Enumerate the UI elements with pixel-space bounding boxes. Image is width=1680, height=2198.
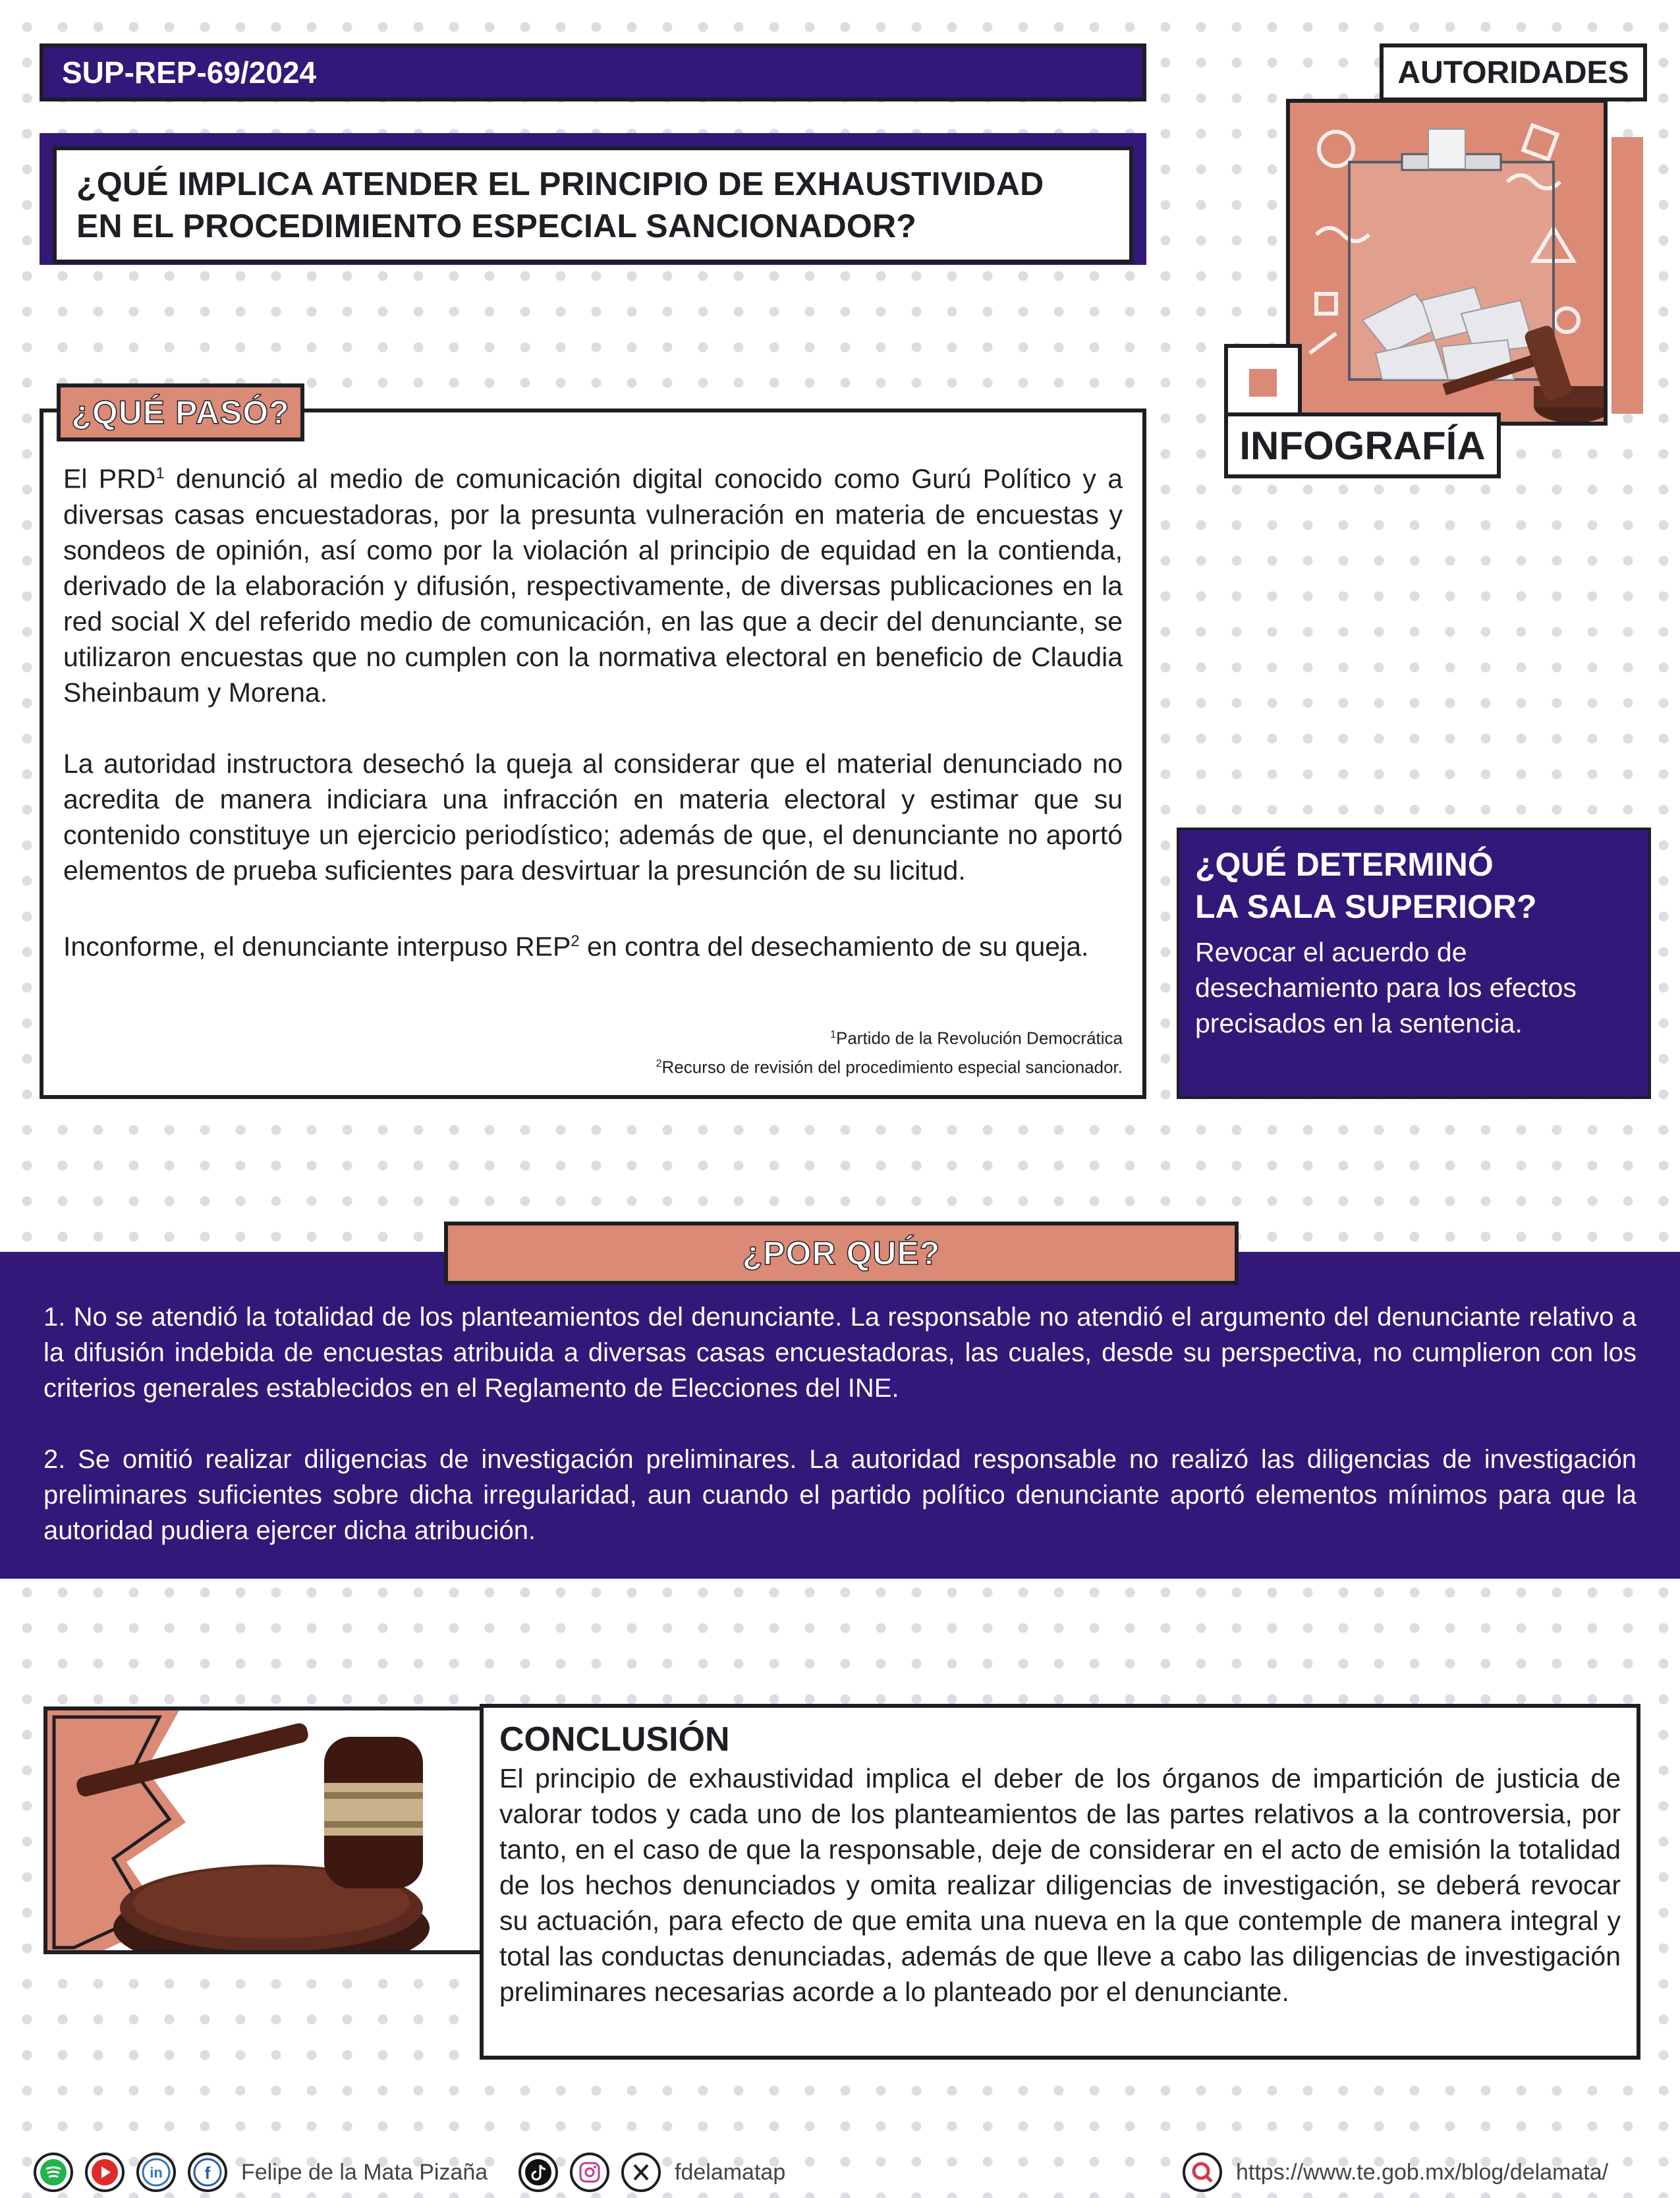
youtube-icon-graphic <box>84 2152 125 2193</box>
instagram-icon[interactable] <box>569 2152 610 2193</box>
footer <box>33 2152 1660 2198</box>
footer-handle: fdelamatap <box>675 2160 786 2185</box>
que-paso-section <box>40 409 1146 1099</box>
que-determino-heading <box>1195 843 1633 928</box>
footer-author-name: Felipe de la Mata Pizaña <box>241 2160 488 2185</box>
page-title-line-1: ¿QUÉ IMPLICA ATENDER EL PRINCIPIO DE EXHAUSTIVIDAD <box>76 165 1044 202</box>
spotify-icon[interactable] <box>33 2152 74 2193</box>
gavel-icon <box>47 1710 498 1954</box>
page-title <box>76 163 1044 247</box>
footnote-2-text: Recurso de revisión del procedimiento especial sancionador. <box>661 1057 1123 1077</box>
youtube-icon[interactable] <box>84 2152 125 2193</box>
que-paso-p3-start: Inconforme, el denunciante interpuso REP <box>63 931 571 962</box>
decorative-bar <box>1611 137 1643 414</box>
tiktok-icon-graphic <box>518 2152 559 2193</box>
footnote-2 <box>656 1051 1123 1081</box>
x-icon[interactable] <box>621 2152 661 2193</box>
footnote-1-number: 1 <box>830 1029 836 1040</box>
por-que-label-text: ¿POR QUÉ? <box>742 1235 941 1272</box>
linkedin-icon[interactable] <box>136 2152 177 2193</box>
instagram-icon-graphic <box>569 2152 610 2193</box>
conclusion-text: El principio de exhaustividad implica el deber de los órganos de impartición de justicia de valorar todos y cada uno de los planteamientos de las partes relativos a la controversia, por tanto, en el caso de que la responsable, deje de considerar en el acto de emisión la totalidad de los hechos denunciados y omita realizar diligencias de investigación, se deberá revocar su actuación, para efecto de que emita una nueva en la que contemple de manera integral y total las conductas denunciadas, además de que lleve a cabo las diligencias de investigación preliminares necesarias acorde a lo planteado por el denunciante. <box>499 1763 1621 2007</box>
autoridades-label: AUTORIDADES <box>1397 55 1629 90</box>
que-paso-label-text: ¿QUÉ PASÓ? <box>71 394 290 431</box>
que-paso-paragraph-1 <box>63 456 1123 710</box>
footnote-ref-2: 2 <box>571 932 580 950</box>
que-paso-p1-start: El PRD <box>63 463 156 494</box>
que-determino-heading-line-1: ¿QUÉ DETERMINÓ <box>1195 846 1494 883</box>
por-que-label <box>444 1222 1239 1285</box>
footnote-2-number: 2 <box>656 1058 662 1070</box>
que-paso-p1-rest: denunció al medio de comunicación digital conocido como Gurú Político y a diversas casas encuestadoras, por la presunta vulneración en materia de encuestas y sondeos de opinión, así como por la violación al principio de equidad en la contienda, derivado de la elaboración y difusión, respectivamente, de diversas publicaciones en la red social X del referido medio de comunicación, en las que a decir del denunciante, se utilizaron encuestas que no cumplen con la normativa electoral en beneficio de Claudia Sheinbaum y Morena. <box>63 463 1123 708</box>
infografia-label: INFOGRAFÍA <box>1239 423 1486 468</box>
gavel-illustration <box>43 1706 498 1954</box>
que-paso-p3-rest: en contra del desechamiento de su queja. <box>579 931 1089 962</box>
que-paso-paragraph-3 <box>63 924 1123 965</box>
case-id-bar <box>40 43 1146 101</box>
footnote-1-text: Partido de la Revolución Democrática <box>836 1028 1123 1048</box>
facebook-icon-graphic <box>187 2152 228 2193</box>
linkedin-icon-graphic <box>136 2152 177 2193</box>
footnote-ref-1: 1 <box>155 465 165 482</box>
decorative-square-fill <box>1249 369 1277 397</box>
footnote-1 <box>656 1022 1123 1052</box>
conclusion-title: CONCLUSIÓN <box>499 1720 730 1759</box>
footer-url-link[interactable]: https://www.te.gob.mx/blog/delamata/ <box>1236 2160 1609 2185</box>
por-que-item-1: 1. No se atendió la totalidad de los planteamientos del denunciante. La responsable no atendió el argumento del denunciante relativo a la difusión indebida de encuestas atribuida a diversas casas encuestadoras, las cuales, desde su perspectiva, no cumplieron con los criterios generales establecidos en el Reglamento de Elecciones del INE. <box>43 1303 1637 1403</box>
tiktok-icon[interactable] <box>518 2152 559 2193</box>
search-icon-graphic <box>1182 2152 1223 2193</box>
conclusion-section <box>480 1704 1640 2060</box>
infografia-badge <box>1224 412 1501 478</box>
ballot-box-icon <box>1290 103 1608 426</box>
footnotes <box>656 1022 1123 1081</box>
que-paso-paragraph-2: La autoridad instructora desechó la queja al considerar que el material denunciado no acredita de manera indiciara una infracción en materia electoral y estimar que su contenido constituye un ejercicio periodístico; además de que, el denunciante no aportó elementos de prueba suficientes para desvirtuar la presunción de su licitud. <box>63 748 1123 886</box>
svg-text:in: in <box>150 2164 163 2181</box>
facebook-icon[interactable] <box>187 2152 228 2193</box>
que-determino-text: Revocar el acuerdo de desechamiento para los efectos precisados en la sentencia. <box>1195 937 1577 1038</box>
title-box <box>53 146 1133 264</box>
ballot-box-illustration <box>1286 99 1608 426</box>
por-que-section <box>0 1252 1680 1579</box>
decorative-square <box>1224 344 1302 422</box>
autoridades-badge <box>1380 43 1647 101</box>
que-paso-label <box>57 383 304 441</box>
que-determino-section <box>1177 828 1651 1099</box>
que-determino-heading-line-2: LA SALA SUPERIOR? <box>1195 888 1537 925</box>
page-title-line-2: EN EL PROCEDIMIENTO ESPECIAL SANCIONADOR? <box>76 208 917 244</box>
x-icon-graphic <box>621 2152 661 2193</box>
spotify-icon-graphic <box>33 2152 74 2193</box>
search-icon[interactable] <box>1182 2152 1223 2193</box>
case-id: SUP-REP-69/2024 <box>62 55 317 90</box>
svg-text:f: f <box>204 2163 211 2183</box>
por-que-item-2: 2. Se omitió realizar diligencias de investigación preliminares. La autoridad responsable no realizó las diligencias de investigación preliminares suficientes sobre dicha irregularidad, aun cuando el partido político denunciante aportó elementos mínimos para que la autoridad pudiera ejercer dicha atribución. <box>43 1445 1637 1545</box>
